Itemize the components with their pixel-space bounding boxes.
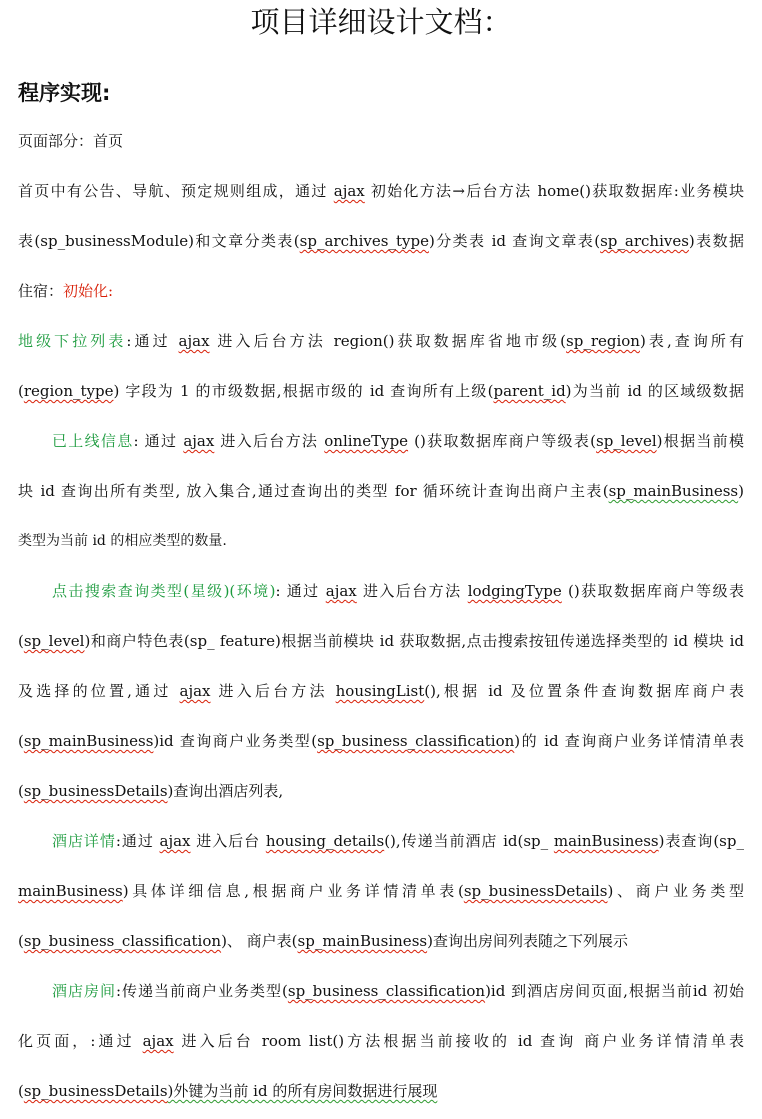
text-run: )和文章分类表( (188, 232, 300, 250)
text-run: housingList (335, 682, 425, 700)
text-run: parent_id (493, 382, 566, 400)
text-run: )表数据 (688, 232, 744, 250)
text-run: sp_business_classification (287, 982, 486, 1000)
text-line (18, 516, 744, 566)
document-title: 项目详细设计文档： (250, 5, 512, 39)
text-run: ()获取数据库商户等级表 (561, 582, 744, 600)
text-line (18, 166, 744, 216)
text-run: )具体详细信息,根据商户业务详情清单表( (122, 882, 464, 900)
highlight-text: 初始化 (63, 282, 109, 300)
text-run: 及选择的位置,通过 (18, 682, 180, 700)
subsection-label: 酒店房间 (52, 982, 116, 1000)
text-run: : 通过 (275, 582, 326, 600)
text-run: onlineType (324, 432, 409, 450)
subsection-label: 酒店详情 (52, 832, 116, 850)
document-body (18, 116, 744, 1116)
text-line (18, 916, 744, 966)
text-run: : 通过 (133, 432, 184, 450)
text-run: (),根据 id 及位置条件查询数据库商户表 (424, 682, 744, 700)
text-run: )的 id 查询商户业务详情清单表 (514, 732, 745, 750)
text-run: 化页面，:通过 (18, 1032, 143, 1050)
text-run: )、商户业务类型 (607, 882, 744, 900)
text-run: sp_level (23, 632, 85, 650)
text-run: ( (18, 932, 24, 950)
subsection-label: 点击搜索查询类型(星级)(环境) (52, 582, 276, 600)
text-run: sp_archives_type (299, 232, 429, 250)
text-run: ( (18, 782, 24, 800)
text-run: )根据当前模 (656, 432, 744, 450)
text-run: sp_region (566, 332, 640, 350)
text-run: 住宿： (18, 282, 64, 300)
text-run: 页面部分：首页 (18, 132, 124, 150)
text-run: ajax (325, 582, 357, 600)
text-line (18, 566, 744, 616)
text-run: sp_businessDetails (463, 882, 608, 900)
text-run: mainBusiness (18, 882, 123, 900)
text-line (18, 466, 744, 516)
text-run: housing_details (265, 832, 385, 850)
text-run: sp_businessDetails (23, 1082, 168, 1100)
text-run: ajax (179, 682, 211, 700)
text-run: sp_mainBusiness (608, 482, 739, 500)
text-run: sp_mainBusiness (23, 732, 154, 750)
text-run: region_type (23, 382, 114, 400)
text-line (18, 266, 744, 316)
text-run: 进入后台 room list()方法根据当前接收的 id 查询 商户业务详情清单表 (173, 1032, 744, 1050)
text-run: ajax (183, 432, 215, 450)
text-line (18, 316, 744, 366)
text-line (18, 966, 744, 1016)
text-run: ajax (142, 1032, 174, 1050)
text-line (18, 666, 744, 716)
text-run: sp_mainBusiness (297, 932, 428, 950)
section-heading: 程序实现: (18, 81, 111, 105)
text-run: )查询出房间列表随之下列展示 (427, 932, 628, 950)
text-run: :通过 (126, 332, 179, 350)
text-run: lodgingType (467, 582, 562, 600)
text-run: 进入后台方法 (209, 332, 334, 350)
text-run: 进入后台 (190, 832, 266, 850)
text-line (18, 866, 744, 916)
text-line (18, 116, 744, 166)
text-run: : (108, 282, 114, 300)
text-run: 进入后台方法 (214, 432, 325, 450)
text-run: ajax (178, 332, 210, 350)
text-run: ()获取数据库商户等级表( (408, 432, 596, 450)
text-run: ajax (333, 182, 365, 200)
text-run: ajax (159, 832, 191, 850)
text-line (18, 816, 744, 866)
text-run: 初始化方法→后台方法 home()获取数据库:业务模块 (364, 182, 745, 200)
text-run: ) (738, 482, 744, 500)
text-run: sp_level (596, 432, 657, 450)
text-run: sp_archives (600, 232, 689, 250)
text-run: )id 到酒店房间页面,根据当前id 初始 (485, 982, 744, 1000)
text-run: )外键为当前 id 的所有房间数据进行展现 (167, 1082, 438, 1100)
text-line (18, 716, 744, 766)
text-run: 类型为当前 id 的相应类型的数量. (18, 533, 227, 549)
text-line (18, 616, 744, 666)
text-run: )、 商户表( (221, 932, 298, 950)
text-run: ( (18, 1082, 24, 1100)
text-run: ( (18, 632, 24, 650)
subsection-label: 地级下拉列表 (18, 332, 127, 350)
text-run: sp_business_classification (23, 932, 222, 950)
text-run: (),传递当前酒店 id(sp_ (384, 832, 554, 850)
text-run: 首页中有公告、导航、预定规则组成，通过 (18, 182, 334, 200)
text-run: ( (18, 732, 24, 750)
text-run: sp_businessModule (40, 232, 189, 250)
text-run: 块 id 查询出所有类型, 放入集合,通过查询出的类型 for 循环统计查询出商户主表( (18, 482, 609, 500)
text-run: )表,查询所有 (639, 332, 745, 350)
text-line (18, 216, 744, 266)
text-line (18, 1016, 744, 1066)
text-run: ) 字段为 1 的市级数据,根据市级的 id 查询所有上级( (113, 382, 494, 400)
text-run: )为当前 id 的区域级数据 (565, 382, 744, 400)
text-line (18, 766, 744, 816)
text-run: :传递当前商户业务类型( (116, 982, 288, 1000)
text-run: 进入后台方法 (356, 582, 468, 600)
text-line (18, 366, 744, 416)
text-run: )和商户特色表(sp_ feature)根据当前模块 id 获取数据,点击搜索按钮传递选择类型的 id 模块 id (84, 632, 744, 650)
subsection-label: 已上线信息 (52, 432, 134, 450)
text-run: 进入后台方法 (210, 682, 336, 700)
text-run: ( (18, 382, 24, 400)
text-run: region()获取数据库省地市级( (333, 332, 567, 350)
text-run: )表查询(sp_ (658, 832, 744, 850)
text-run: )id 查询商户业务类型( (153, 732, 318, 750)
text-run: :通过 (115, 832, 160, 850)
text-line (18, 1066, 744, 1116)
text-run: sp_business_classification (317, 732, 515, 750)
text-run: 表( (18, 232, 41, 250)
text-run: )查询出酒店列表, (167, 782, 284, 800)
text-run: mainBusiness (553, 832, 659, 850)
text-run: sp_businessDetails (23, 782, 168, 800)
text-run: )分类表 id 查询文章表( (428, 232, 601, 250)
text-line (18, 416, 744, 466)
